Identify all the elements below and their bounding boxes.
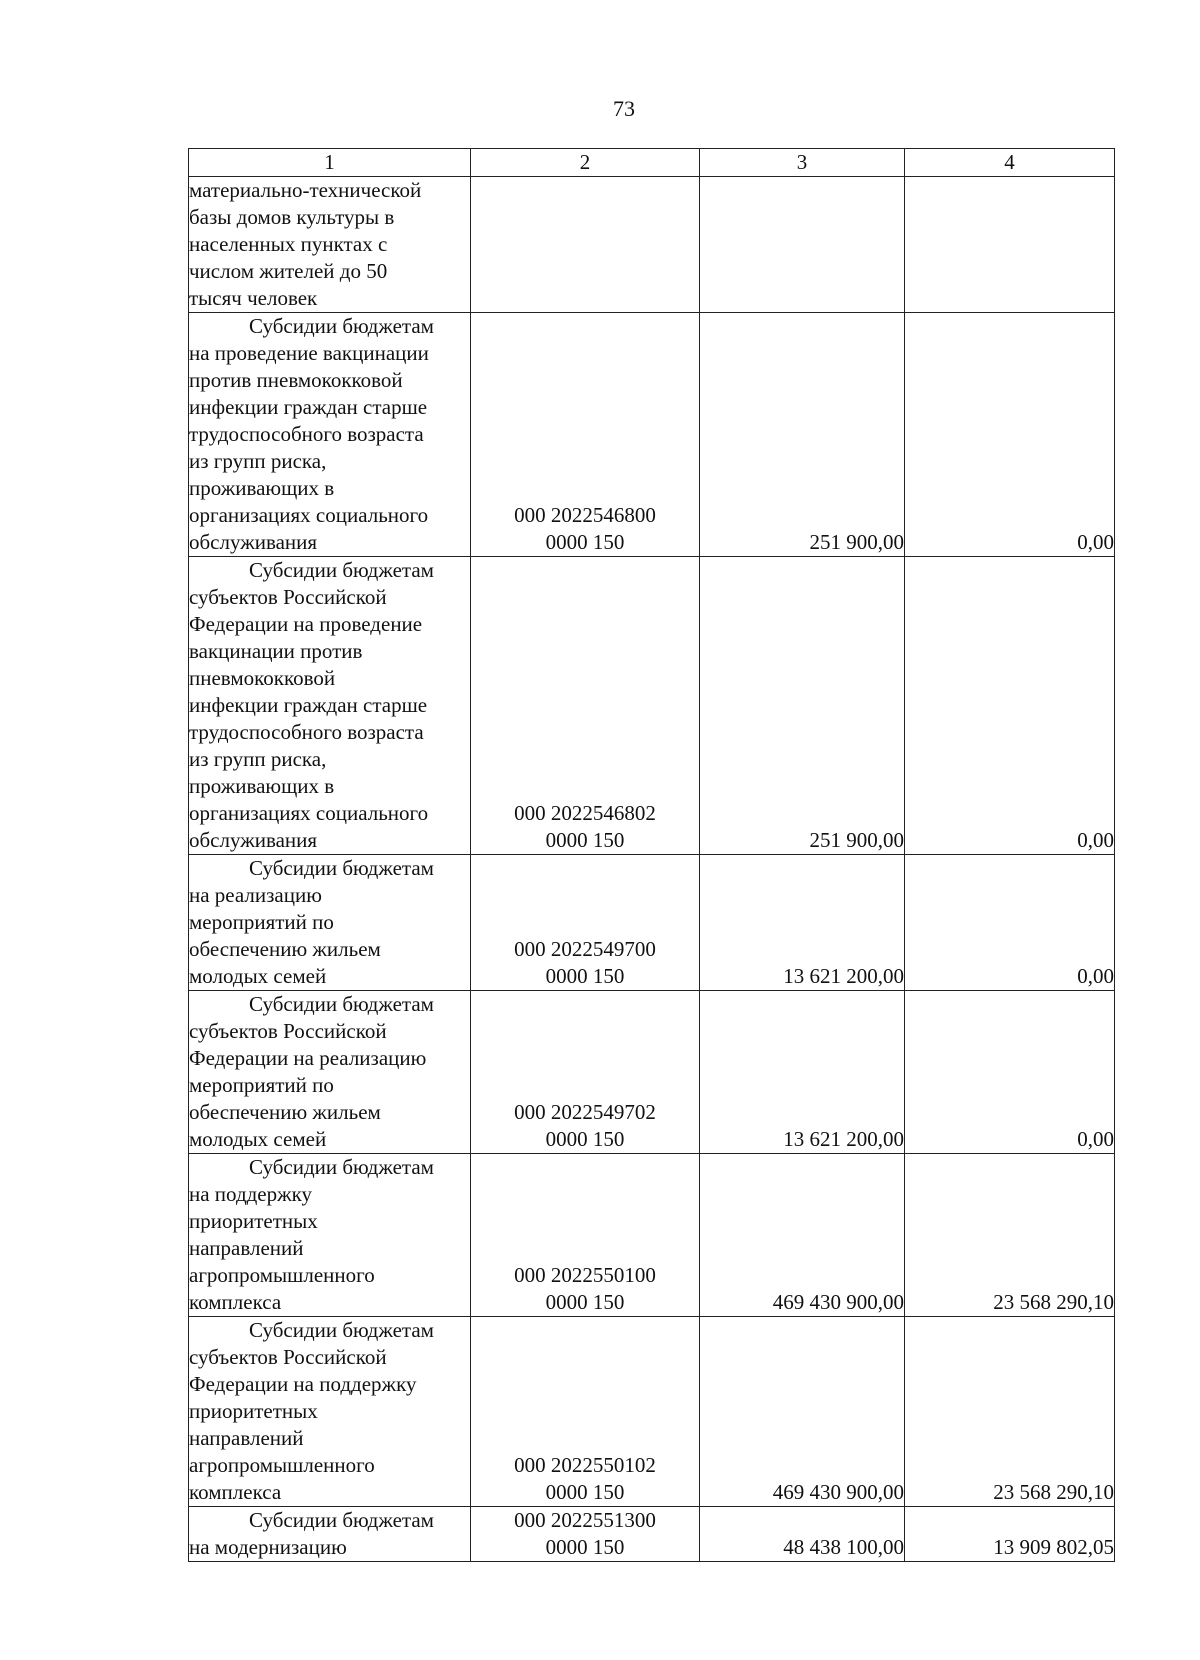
cell-code <box>471 855 700 991</box>
name-line-text: Федерации на поддержку <box>189 1372 417 1396</box>
name-line-text: трудоспособного возраста <box>189 422 424 446</box>
name-line <box>189 313 470 340</box>
budget-table <box>188 148 1115 1562</box>
name-line-text: мероприятий по <box>189 1073 334 1097</box>
name-line <box>189 258 470 285</box>
name-line-text: субъектов Российской <box>189 1019 387 1043</box>
table-header <box>189 149 1115 177</box>
name-line <box>189 1479 470 1506</box>
name-line <box>189 773 470 800</box>
code-line: 000 2022550102 <box>514 1453 656 1477</box>
cell-plan-amount: 251 900,00 <box>700 313 905 557</box>
table-row <box>189 177 1115 313</box>
cell-plan-amount: 48 438 100,00 <box>700 1507 905 1562</box>
name-line-text: Субсидии бюджетам <box>249 1318 434 1342</box>
name-line <box>189 963 470 990</box>
name-line <box>189 177 470 204</box>
name-line <box>189 502 470 529</box>
name-line-text: Субсидии бюджетам <box>249 1508 434 1532</box>
name-line <box>189 746 470 773</box>
name-line-text: приоритетных <box>189 1399 318 1423</box>
name-line <box>189 1371 470 1398</box>
name-line <box>189 1018 470 1045</box>
name-line <box>189 909 470 936</box>
name-line-text: трудоспособного возраста <box>189 720 424 744</box>
name-line-text: Субсидии бюджетам <box>249 992 434 1016</box>
cell-name <box>189 177 471 313</box>
cell-actual-amount: 0,00 <box>905 991 1115 1154</box>
name-line-text: обслуживания <box>189 530 318 554</box>
cell-name <box>189 991 471 1154</box>
name-line-text: субъектов Российской <box>189 1345 387 1369</box>
name-line <box>189 991 470 1018</box>
code-line: 000 2022546800 <box>514 503 656 527</box>
cell-code <box>471 1317 700 1507</box>
name-line-text: молодых семей <box>189 964 327 988</box>
name-line-text: обеспечению жильем <box>189 937 381 961</box>
name-line <box>189 1181 470 1208</box>
name-line <box>189 827 470 854</box>
code-line: 0000 150 <box>545 1127 625 1151</box>
name-line <box>189 1072 470 1099</box>
cell-actual-amount: 23 568 290,10 <box>905 1317 1115 1507</box>
name-line <box>189 1289 470 1316</box>
name-line-text: на поддержку <box>189 1182 313 1206</box>
name-line <box>189 1099 470 1126</box>
table-row <box>189 991 1115 1154</box>
cell-code <box>471 1154 700 1317</box>
cell-plan-amount: 251 900,00 <box>700 557 905 855</box>
name-line-text: проживающих в <box>189 774 335 798</box>
name-line-text: инфекции граждан старше <box>189 693 428 717</box>
name-line <box>189 1398 470 1425</box>
table-row <box>189 1317 1115 1507</box>
column-header-2: 2 <box>471 149 700 177</box>
name-line <box>189 638 470 665</box>
name-line-text: базы домов культуры в <box>189 205 395 229</box>
name-line <box>189 936 470 963</box>
name-line <box>189 1507 470 1534</box>
name-line <box>189 421 470 448</box>
name-line-text: Субсидии бюджетам <box>249 314 434 338</box>
cell-actual-amount: 0,00 <box>905 313 1115 557</box>
name-line <box>189 719 470 746</box>
name-line-text: обслуживания <box>189 828 318 852</box>
cell-actual-amount: 13 909 802,05 <box>905 1507 1115 1562</box>
name-line-text: на реализацию <box>189 883 322 907</box>
name-line-text: из групп риска, <box>189 449 327 473</box>
page-number: 73 <box>613 96 635 121</box>
name-line <box>189 800 470 827</box>
cell-actual-amount: 0,00 <box>905 557 1115 855</box>
code-line: 000 2022551300 <box>514 1508 656 1532</box>
code-line: 0000 150 <box>545 1290 625 1314</box>
name-line <box>189 285 470 312</box>
table-row <box>189 855 1115 991</box>
name-line <box>189 394 470 421</box>
cell-actual-amount <box>905 177 1115 313</box>
cell-plan-amount: 13 621 200,00 <box>700 855 905 991</box>
name-line-text: из групп риска, <box>189 747 327 771</box>
name-line <box>189 367 470 394</box>
column-header-3: 3 <box>700 149 905 177</box>
code-line: 0000 150 <box>545 828 625 852</box>
name-line <box>189 1045 470 1072</box>
name-line <box>189 692 470 719</box>
name-line-text: Федерации на проведение <box>189 612 423 636</box>
name-line-text: Субсидии бюджетам <box>249 1155 434 1179</box>
table-row <box>189 1507 1115 1562</box>
cell-code <box>471 1507 700 1562</box>
name-line-text: комплекса <box>189 1290 282 1314</box>
cell-name <box>189 1317 471 1507</box>
table-row <box>189 1154 1115 1317</box>
name-line-text: на проведение вакцинации <box>189 341 429 365</box>
name-line-text: организациях социального <box>189 503 429 527</box>
name-line <box>189 1126 470 1153</box>
name-line-text: пневмококковой <box>189 666 336 690</box>
cell-plan-amount: 13 621 200,00 <box>700 991 905 1154</box>
name-line <box>189 1208 470 1235</box>
name-line-text: числом жителей до 50 <box>189 259 388 283</box>
code-line: 000 2022550100 <box>514 1263 656 1287</box>
name-line <box>189 448 470 475</box>
cell-actual-amount: 23 568 290,10 <box>905 1154 1115 1317</box>
name-line <box>189 1317 470 1344</box>
name-line-text: агропромышленного <box>189 1263 375 1287</box>
cell-code <box>471 557 700 855</box>
name-line <box>189 611 470 638</box>
name-line <box>189 557 470 584</box>
cell-name <box>189 1154 471 1317</box>
cell-code <box>471 991 700 1154</box>
name-line-text: субъектов Российской <box>189 585 387 609</box>
name-line <box>189 1154 470 1181</box>
code-line: 000 2022546802 <box>514 801 656 825</box>
name-line <box>189 1452 470 1479</box>
name-line <box>189 475 470 502</box>
table-row <box>189 313 1115 557</box>
cell-code <box>471 177 700 313</box>
name-line-text: инфекции граждан старше <box>189 395 428 419</box>
cell-actual-amount: 0,00 <box>905 855 1115 991</box>
name-line-text: вакцинации против <box>189 639 363 663</box>
name-line-text: на модернизацию <box>189 1535 347 1559</box>
header-row <box>189 149 1115 177</box>
column-header-1: 1 <box>189 149 471 177</box>
name-line <box>189 882 470 909</box>
name-line-text: мероприятий по <box>189 910 334 934</box>
code-line: 0000 150 <box>545 1535 625 1559</box>
cell-name <box>189 1507 471 1562</box>
table-body <box>189 177 1115 1562</box>
name-line <box>189 204 470 231</box>
name-line <box>189 1344 470 1371</box>
name-line-text: направлений <box>189 1426 304 1450</box>
name-line-text: населенных пунктах с <box>189 232 388 256</box>
name-line <box>189 665 470 692</box>
name-line-text: приоритетных <box>189 1209 318 1233</box>
name-line-text: Субсидии бюджетам <box>249 558 434 582</box>
name-line <box>189 529 470 556</box>
name-line <box>189 1425 470 1452</box>
name-line-text: обеспечению жильем <box>189 1100 381 1124</box>
name-line-text: против пневмококковой <box>189 368 403 392</box>
code-line: 000 2022549700 <box>514 937 656 961</box>
name-line-text: направлений <box>189 1236 304 1260</box>
cell-plan-amount: 469 430 900,00 <box>700 1154 905 1317</box>
cell-name <box>189 313 471 557</box>
name-line <box>189 340 470 367</box>
name-line-text: тысяч человек <box>189 286 318 310</box>
code-line: 0000 150 <box>545 964 625 988</box>
cell-code <box>471 313 700 557</box>
table-row <box>189 557 1115 855</box>
name-line <box>189 231 470 258</box>
name-line <box>189 1534 470 1561</box>
name-line-text: проживающих в <box>189 476 335 500</box>
name-line-text: агропромышленного <box>189 1453 375 1477</box>
name-line-text: материально-технической <box>189 178 422 202</box>
name-line-text: молодых семей <box>189 1127 327 1151</box>
name-line-text: Федерации на реализацию <box>189 1046 427 1070</box>
name-line <box>189 855 470 882</box>
code-line: 0000 150 <box>545 1480 625 1504</box>
name-line <box>189 584 470 611</box>
name-line <box>189 1262 470 1289</box>
cell-plan-amount: 469 430 900,00 <box>700 1317 905 1507</box>
name-line-text: организациях социального <box>189 801 429 825</box>
name-line <box>189 1235 470 1262</box>
column-header-4: 4 <box>905 149 1115 177</box>
cell-name <box>189 855 471 991</box>
name-line-text: Субсидии бюджетам <box>249 856 434 880</box>
name-line-text: комплекса <box>189 1480 282 1504</box>
cell-plan-amount <box>700 177 905 313</box>
code-line: 0000 150 <box>545 530 625 554</box>
code-line: 000 2022549702 <box>514 1100 656 1124</box>
cell-name <box>189 557 471 855</box>
